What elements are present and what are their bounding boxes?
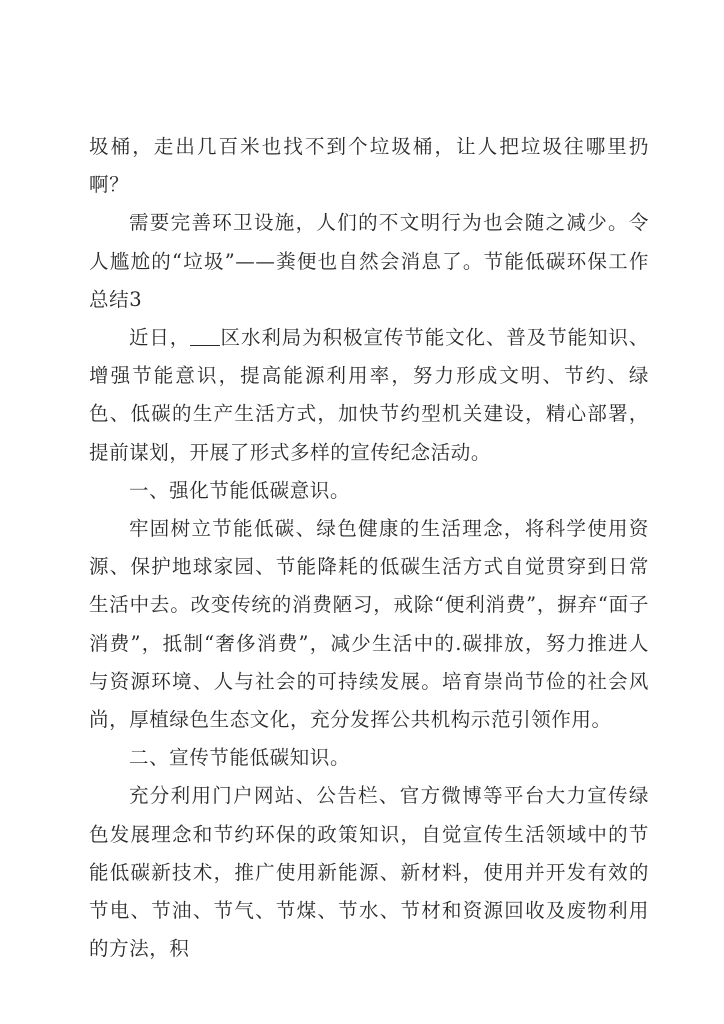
paragraph-awareness: 牢固树立节能低碳、绿色健康的生活理念，将科学使用资源、保护地球家园、节能降耗的低碳生活方式自觉贯穿到日常生活中去。改变传统的消费陋习，戒除“便利消费”，摒弃“面子消费”，抵制“奢侈消费”，减少生活中的.碳排放，努力推进人与资源环境、人与社会的可持续发展。培育崇尚节俭的社会风尚，厚植绿色生态文化，充分发挥公共机构示范引领作用。 (89, 517, 649, 732)
document-body (89, 128, 649, 968)
paragraph-knowledge: 充分利用门户网站、公告栏、官方微博等平台大力宣传绿色发展理念和节约环保的政策知识，自觉宣传生活领域中的节能低碳新技术，推广使用新能源、新材料，使用并开发有效的节电、节油、节气、节煤、节水、节材和资源回收及废物利用的方法，积 (89, 784, 649, 961)
section-heading-2: 二、宣传节能低碳知识。 (128, 746, 351, 770)
section-heading-1: 一、强化节能低碳意识。 (128, 478, 351, 502)
paragraph-facilities: 需要完善环卫设施，人们的不文明行为也会随之减少。令人尴尬的“垃圾”——粪便也自然会消息了。节能低碳环保工作总结3 (89, 211, 649, 311)
intro-lead-text: 近日， (128, 326, 191, 350)
intro-body-text: 区水利局为积极宣传节能文化、普及节能知识、增强节能意识，提高能源利用率，努力形成文明、节约、绿色、低碳的生产生活方式，加快节约型机关建设，精心部署，提前谋划，开展了形式多样的宣传纪念活动。 (89, 326, 649, 464)
blank-underline (190, 326, 220, 347)
paragraph-intro (89, 319, 649, 472)
paragraph-continuation: 圾桶，走出几百米也找不到个垃圾桶，让人把垃圾往哪里扔啊？ (89, 135, 649, 197)
